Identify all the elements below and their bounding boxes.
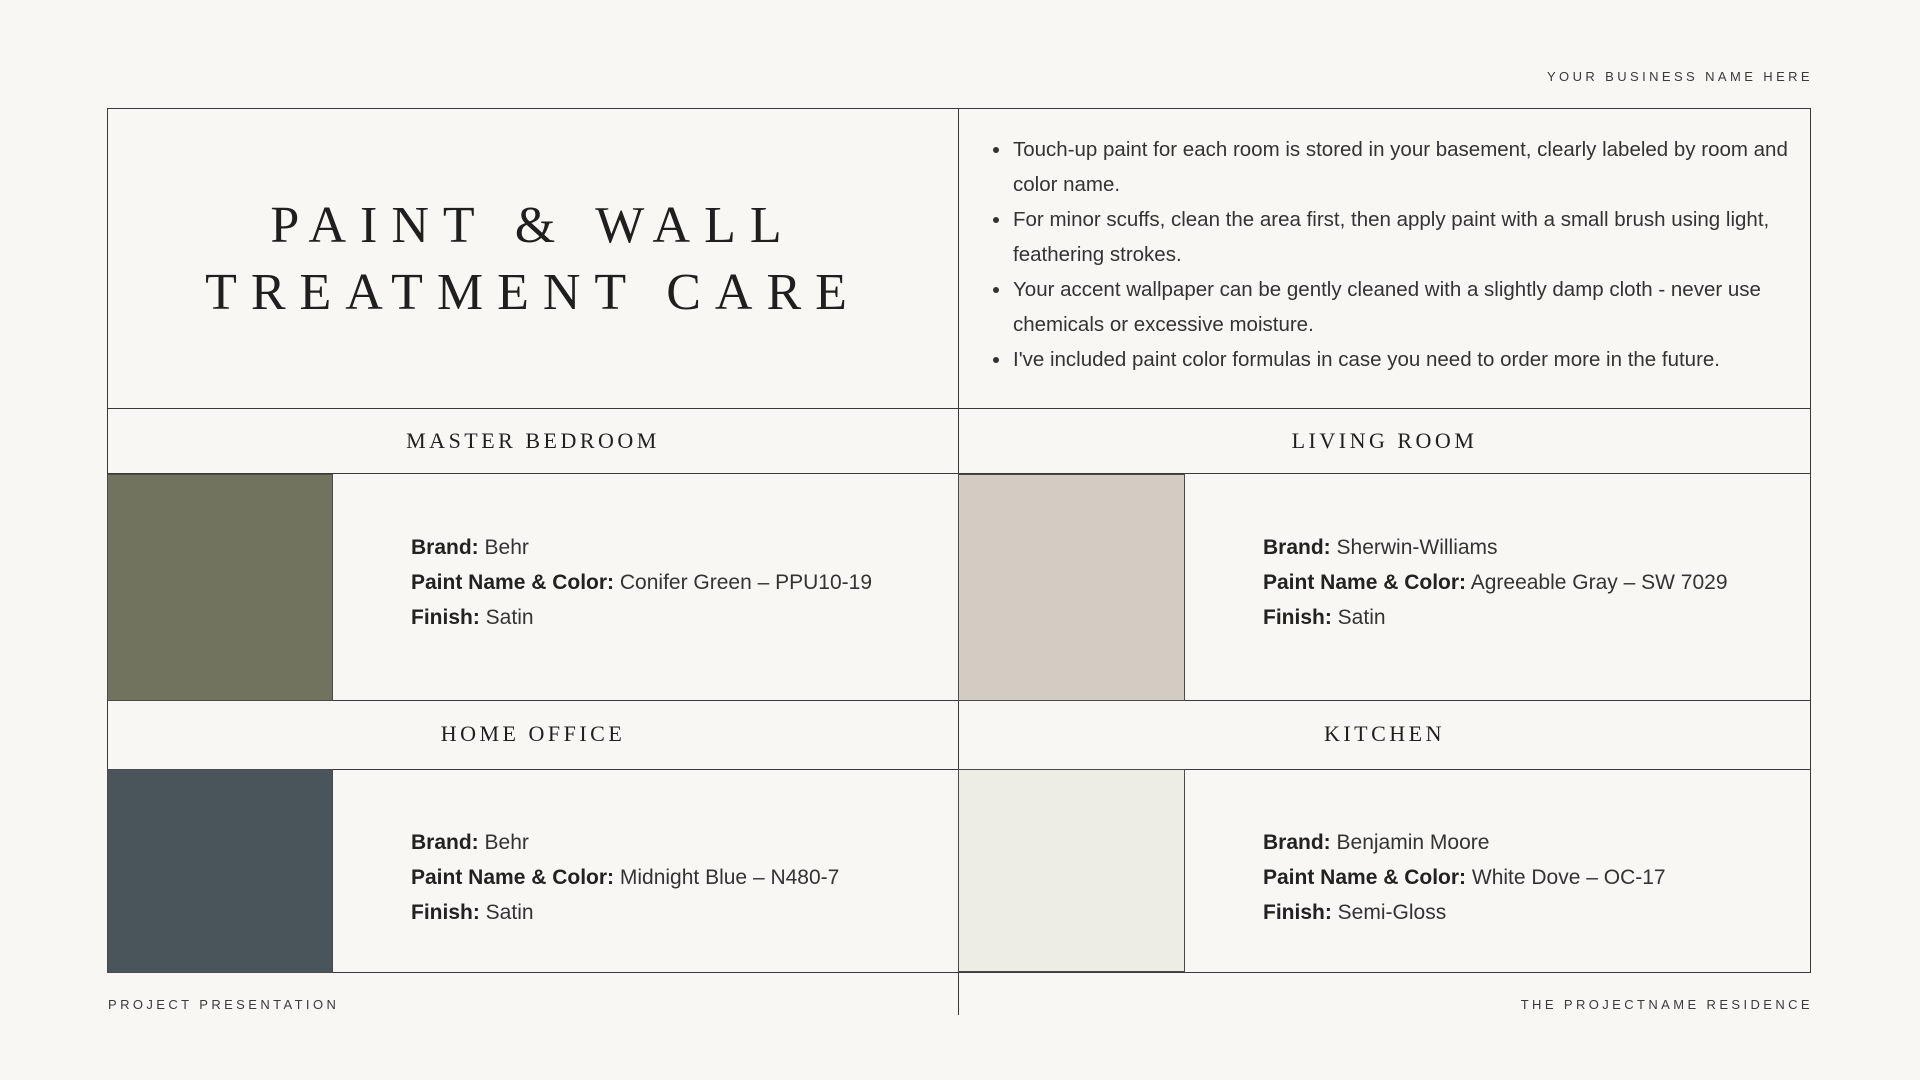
brand-value: Sherwin-Williams <box>1336 536 1498 559</box>
paint-name-label: Paint Name & Color: <box>1263 571 1467 594</box>
brand-label: Brand: <box>1263 536 1331 559</box>
title-line-1: PAINT & WALL <box>270 196 796 254</box>
brand-value: Behr <box>484 536 529 559</box>
list-item: I've included paint color formulas in case you need to order more in the future. <box>1013 342 1813 377</box>
finish-label: Finish: <box>1263 901 1332 924</box>
paint-name-value: Midnight Blue – N480-7 <box>619 866 840 889</box>
paint-info-master-bedroom <box>411 530 872 635</box>
finish-label: Finish: <box>411 901 480 924</box>
footer-residence-name: THE PROJECTNAME RESIDENCE <box>1520 997 1813 1012</box>
care-tips-list <box>990 132 1813 377</box>
finish-label: Finish: <box>1263 606 1332 629</box>
brand-label: Brand: <box>411 831 479 854</box>
brand-row <box>1263 530 1728 565</box>
paint-name-value: Conifer Green – PPU10-19 <box>619 571 873 594</box>
color-swatch-living-room <box>958 474 1185 701</box>
brand-value: Behr <box>484 831 529 854</box>
finish-row <box>411 600 872 635</box>
title-line-2: TREATMENT CARE <box>205 263 861 321</box>
list-item: For minor scuffs, clean the area first, then apply paint with a small brush using light, feathering strokes. <box>1013 202 1813 272</box>
grid-line <box>107 408 1811 409</box>
paint-name-row <box>411 565 872 600</box>
brand-value: Benjamin Moore <box>1336 831 1490 854</box>
color-swatch-home-office <box>107 769 333 973</box>
room-heading-kitchen: KITCHEN <box>1323 721 1446 746</box>
brand-row <box>411 825 839 860</box>
paint-info-home-office <box>411 825 839 930</box>
finish-value: Satin <box>485 901 534 924</box>
finish-value: Satin <box>1337 606 1386 629</box>
grid-line <box>107 972 1811 973</box>
brand-row <box>1263 825 1666 860</box>
paint-name-row <box>1263 860 1666 895</box>
paint-name-row <box>1263 565 1728 600</box>
page-title <box>108 109 958 408</box>
paint-info-living-room <box>1263 530 1728 635</box>
paint-name-label: Paint Name & Color: <box>411 866 615 889</box>
paint-name-value: Agreeable Gray – SW 7029 <box>1470 571 1728 594</box>
list-item: Touch-up paint for each room is stored in your basement, clearly labeled by room and color name. <box>1013 132 1813 202</box>
finish-row <box>1263 895 1666 930</box>
color-swatch-master-bedroom <box>107 474 333 701</box>
paint-info-kitchen <box>1263 825 1666 930</box>
room-heading-master-bedroom: MASTER BEDROOM <box>406 428 660 453</box>
brand-row <box>411 530 872 565</box>
finish-row <box>1263 600 1728 635</box>
paint-name-row <box>411 860 839 895</box>
paint-name-label: Paint Name & Color: <box>411 571 615 594</box>
finish-row <box>411 895 839 930</box>
business-name: YOUR BUSINESS NAME HERE <box>1546 69 1813 84</box>
room-heading-home-office: HOME OFFICE <box>440 721 626 746</box>
footer-project-presentation: PROJECT PRESENTATION <box>108 997 340 1012</box>
brand-label: Brand: <box>411 536 479 559</box>
paint-name-label: Paint Name & Color: <box>1263 866 1467 889</box>
paint-name-value: White Dove – OC-17 <box>1471 866 1666 889</box>
color-swatch-kitchen <box>958 769 1185 972</box>
brand-label: Brand: <box>1263 831 1331 854</box>
finish-value: Semi-Gloss <box>1337 901 1447 924</box>
finish-value: Satin <box>485 606 534 629</box>
room-heading-living-room: LIVING ROOM <box>1291 428 1478 453</box>
list-item: Your accent wallpaper can be gently cleaned with a slightly damp cloth - never use chemicals or excessive moisture. <box>1013 272 1813 342</box>
finish-label: Finish: <box>411 606 480 629</box>
